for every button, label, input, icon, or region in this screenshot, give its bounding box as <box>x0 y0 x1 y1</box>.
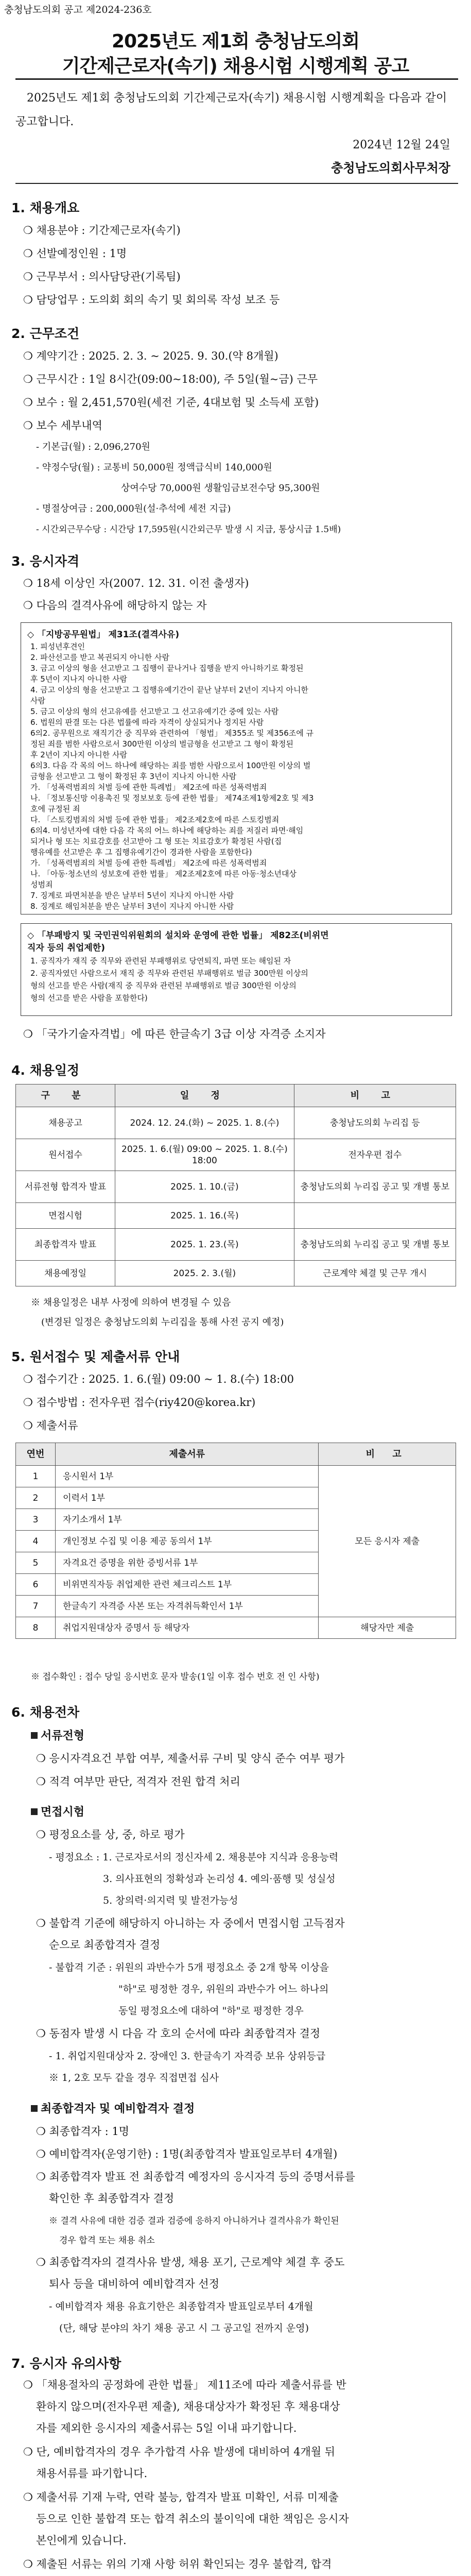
process-line: - 예비합격자 채용 유효기한은 최종합격자 발표일로부터 4개월 <box>49 2301 313 2312</box>
table-row <box>16 1466 456 1487</box>
process-line: ※ 결격 사유에 대한 검증 결과 검증에 응하지 아니하거나 결격사유가 확인된 <box>49 2216 339 2226</box>
pay-detail-line: - 명절상여금 : 200,000원(설·추석에 세전 지급) <box>36 503 231 514</box>
box-line: 형의 선고를 받은 사람(재직 중 직무와 관련된 부패행위로 벌금 300만원 이상의 <box>30 981 296 990</box>
section-heading-process: 6. 채용전차 <box>11 1705 80 1720</box>
pay-detail-line: - 약정수당(월) : 교통비 50,000원 정액급식비 140,000원 <box>36 462 272 473</box>
subheading-interview: 면접시험 <box>31 1803 84 1819</box>
notice-title-line1: 2025년도 제1회 충청남도의회 <box>111 31 360 52</box>
conditions-line: ❍ 보수 세부내역 <box>23 419 102 432</box>
box-line: 가. 「성폭력범죄의 처벌 등에 관한 특례법」 제2조에 따른 성폭력범죄 <box>30 783 267 792</box>
section-heading-eligibility: 3. 응시자격 <box>11 554 80 569</box>
box-line: 형의 선고를 받은 사람을 포함한다) <box>30 993 148 1003</box>
title-divider <box>15 78 458 80</box>
notes-line: 본인에게 있습니다. <box>36 2534 127 2547</box>
conditions-line: ❍ 계약기간 : 2025. 2. 3. ~ 2025. 9. 30.(약 8개월) <box>23 350 278 362</box>
table-row <box>16 1107 456 1139</box>
conditions-line: ❍ 근무시간 : 1일 8시간(09:00~18:00), 주 5일(월~금) 근무 <box>23 373 318 385</box>
application-line: ❍ 접수기간 : 2025. 1. 6.(월) 09:00 ~ 1. 8.(수) 18:00 <box>23 1373 294 1385</box>
process-line: ❍ 평정요소를 상, 중, 하로 평가 <box>36 1828 185 1841</box>
box-line: 3. 금고 이상의 형을 선고받고 그 집행이 끝나거나 집행을 받지 아니하기로 확정된 <box>30 664 304 673</box>
overview-line: ❍ 채용분야 : 기간제근로자(속기) <box>23 224 181 236</box>
table-header-row <box>16 1084 456 1107</box>
table-cell: 서류전형 합격자 발표 <box>16 1171 115 1203</box>
section-heading-schedule: 4. 채용일정 <box>11 1063 80 1078</box>
notes-line: 자를 제외한 응시자의 제출서류는 5일 이내 파기합니다. <box>36 2422 297 2434</box>
box-line: 금형을 선고받고 그 형이 확정된 후 3년이 지나지 아니한 사람 <box>30 772 237 781</box>
box-line: 사람 <box>30 696 45 705</box>
box-line: 2. 파산선고를 받고 복권되지 아니한 사람 <box>30 653 169 662</box>
notes-line: 채용서류를 파기합니다. <box>36 2467 148 2480</box>
table-cell: 응시원서 1부 <box>56 1466 319 1487</box>
box-line: 6의4. 미성년자에 대한 다음 각 목의 어느 하나에 해당하는 죄를 저질러 파면·해임 <box>30 826 304 835</box>
overview-line: ❍ 담당업무 : 도의회 회의 속기 및 회의록 작성 보조 등 <box>23 294 280 306</box>
table-header-cell: 구 분 <box>16 1084 115 1107</box>
table-cell: 원서접수 <box>16 1139 115 1171</box>
table-cell: 채용예정일 <box>16 1261 115 1286</box>
table-cell: 3 <box>16 1509 56 1531</box>
box-line: 후 5년이 지나지 아니한 사람 <box>30 674 128 684</box>
table-header-row <box>16 1443 456 1466</box>
table-row <box>16 1203 456 1229</box>
process-line: 순으로 최종합격자 결정 <box>49 1939 161 1951</box>
table-cell: 2025. 1. 16.(목) <box>115 1203 294 1229</box>
box-line: 2. 공직자였던 사람으로서 재직 중 직무와 관련된 부패행위로 벌금 300만원 이상의 <box>30 969 308 978</box>
header-divider <box>15 183 458 184</box>
table-header-cell: 연번 <box>16 1443 56 1466</box>
square-bullet-icon <box>31 1808 38 1815</box>
table-cell: 모든 응시자 제출 <box>319 1466 456 1617</box>
notice-number: 충청남도의회 공고 제2024-236호 <box>4 4 152 15</box>
process-line: 동일 평정요소에 대하여 "하"로 평정한 경우 <box>118 2005 304 2016</box>
box-line: 정된 죄를 범한 사람으로서 300만원 이상의 벌금형을 선고받고 그 형이 확정된 <box>30 739 294 749</box>
table-row <box>16 1139 456 1171</box>
box-line: 1. 피성년후견인 <box>30 642 85 651</box>
box-line: 5. 금고 이상의 형의 선고유예를 선고받고 그 선고유예기간 중에 있는 사람 <box>30 707 279 716</box>
application-line: ❍ 접수방법 : 전자우편 접수(riy420@korea.kr) <box>23 1396 256 1409</box>
box-title: 직자 등의 취업제한) <box>27 943 105 953</box>
box-line: 성범죄 <box>30 880 53 889</box>
process-line: ❍ 예비합격자(운영기한) : 1명(최종합격자 발표일로부터 4개월) <box>36 2148 338 2160</box>
box-title: ◇ 「지방공무원법」 제31조(결격사유) <box>27 630 180 640</box>
section-heading-overview: 1. 채용개요 <box>11 200 80 215</box>
box-line: 1. 공직자가 재직 중 직무와 관련된 부패행위로 당연퇴직, 파면 또는 해임된 자 <box>30 956 291 965</box>
process-line: 퇴사 등을 대비하여 예비합격자 선정 <box>49 2278 219 2290</box>
schedule-table <box>15 1084 456 1286</box>
notes-line: ❍ 「채용절차의 공정화에 관한 법률」 제11조에 따라 제출서류를 반 <box>23 2379 346 2391</box>
box-line: 호에 규정된 죄 <box>30 804 80 814</box>
box-line: 4. 금고 이상의 형을 선고받고 그 집행유예기간이 끝난 날부터 2년이 지나지 아니한 <box>30 685 308 694</box>
notes-line: ❍ 제출된 서류는 위의 기재 사항 허위 확인되는 경우 불합격, 합격 <box>23 2558 332 2570</box>
notice-title-line2: 기간제근로자(속기) 채용시험 시행계획 공고 <box>62 56 409 77</box>
box-title: ◇ 「부패방지 및 국민권익위원회의 설치와 운영에 관한 법률」 제82조(비위면 <box>27 930 329 941</box>
table-cell: 면접시험 <box>16 1203 115 1229</box>
process-line: ❍ 적격 여부만 판단, 적격자 전원 합격 처리 <box>36 1775 240 1788</box>
application-note: ※ 접수확인 : 접수 당일 응시번호 문자 발송(1일 이후 접수 번호 전 인 사항) <box>31 1672 320 1682</box>
section-heading-notes: 7. 응시자 유의사항 <box>11 2356 121 2371</box>
notes-line: ❍ 제출서류 기재 누락, 연락 불능, 합격자 발표 미확인, 서류 미제출 <box>23 2491 339 2503</box>
table-cell: 1 <box>16 1466 56 1487</box>
process-line: 경우 합격 또는 채용 취소 <box>59 2235 155 2246</box>
table-cell: 개인정보 수집 및 이용 제공 동의서 1부 <box>56 1531 319 1552</box>
eligibility-line: ❍ 「국가기술자격법」에 따른 한글속기 3급 이상 자격증 소지자 <box>23 1028 326 1040</box>
square-bullet-icon <box>31 1732 38 1739</box>
conditions-line: ❍ 보수 : 월 2,451,570원(세전 기준, 4대보험 및 소득세 포함) <box>23 396 319 409</box>
table-row <box>16 1229 456 1261</box>
process-line: - 평정요소 : 1. 근로자로서의 정신자세 2. 채용분야 지식과 응용능력 <box>49 1852 339 1863</box>
table-cell: 최종합격자 발표 <box>16 1229 115 1261</box>
process-line: ❍ 최종합격자 발표 전 최종합격 예정자의 응시자격 등의 증명서류를 <box>36 2171 355 2183</box>
table-header-cell: 제출서류 <box>56 1443 319 1466</box>
table-cell: 8 <box>16 1617 56 1639</box>
table-cell: 2024. 12. 24.(화) ~ 2025. 1. 8.(수) <box>115 1107 294 1139</box>
box-line: 되거나 형 또는 치료감호를 선고받아 그 형 또는 치료감호가 확정된 사람(집 <box>30 837 282 846</box>
section-heading-conditions: 2. 근무조건 <box>11 326 80 341</box>
table-cell: 7 <box>16 1596 56 1617</box>
process-line: 5. 창의력·의지력 및 발전가능성 <box>103 1895 238 1906</box>
table-header-cell: 일 정 <box>115 1084 294 1107</box>
issuer-name: 충청남도의회사무처장 <box>331 160 450 175</box>
process-line: (단, 해당 분야의 차기 채용 공고 시 그 공고일 전까지 운영) <box>59 2323 309 2334</box>
notes-line: 환하지 않으며(전자우편 제출), 채용대상자가 확정된 후 채용대상 <box>36 2400 340 2413</box>
section-heading-application: 5. 원서접수 및 제출서류 안내 <box>11 1349 180 1364</box>
process-line: ❍ 동점자 발생 시 다음 각 호의 순서에 따라 최종합격자 결정 <box>36 2027 321 2040</box>
table-header-cell: 비 고 <box>294 1084 456 1107</box>
table-cell: 한글속기 자격증 사본 또는 자격취득확인서 1부 <box>56 1596 319 1617</box>
table-cell: 6 <box>16 1574 56 1596</box>
process-line: ❍ 최종합격자 : 1명 <box>36 2125 130 2138</box>
schedule-note: ※ 채용일정은 내부 사정에 의하여 변경될 수 있음 <box>31 1297 231 1308</box>
pay-detail-line: - 시간외근무수당 : 시간당 17,595원(시간외근무 발생 시 지급, 통상시급 1.5배) <box>36 524 341 535</box>
box-line: 행유예를 선고받은 후 그 집행유예기간이 경과한 사람을 포함한다) <box>30 848 252 857</box>
table-cell: 2025. 1. 6.(월) 09:00 ~ 2025. 1. 8.(수) 18:00 <box>115 1139 294 1171</box>
process-line: ❍ 최종합격자의 결격사유 발생, 채용 포기, 근로계약 체결 후 중도 <box>36 2256 345 2268</box>
anticorruption-box <box>21 923 452 1016</box>
table-cell: 4 <box>16 1531 56 1552</box>
square-bullet-icon <box>31 2105 38 2112</box>
eligibility-line: ❍ 18세 이상인 자(2007. 12. 31. 이전 출생자) <box>23 577 249 589</box>
table-cell: 충청남도의회 누리집 등 <box>294 1107 456 1139</box>
table-cell: 5 <box>16 1552 56 1574</box>
table-cell: 자기소개서 1부 <box>56 1509 319 1531</box>
box-line: 가. 「성폭력범죄의 처벌 등에 관한 특례법」 제2조에 따른 성폭력범죄 <box>30 858 267 868</box>
table-cell: 2 <box>16 1487 56 1509</box>
table-cell: 해당자만 제출 <box>319 1617 456 1639</box>
box-line: 7. 징계로 파면처분을 받은 날부터 5년이 지나지 아니한 사람 <box>30 891 234 900</box>
table-cell: 자격요건 증명을 위한 증빙서류 1부 <box>56 1552 319 1574</box>
eligibility-line: ❍ 다음의 결격사유에 해당하지 않는 자 <box>23 599 207 612</box>
table-row <box>16 1617 456 1639</box>
table-row <box>16 1261 456 1286</box>
schedule-note: (변경된 일정은 충청남도의회 누리집을 통해 사전 공지 예정) <box>41 1317 284 1328</box>
subheading-document-screening: 서류전형 <box>31 1727 84 1743</box>
box-line: 후 2년이 지나지 아니한 사람 <box>30 750 128 759</box>
table-cell: 충청남도의회 누리집 공고 및 개별 통보 <box>294 1229 456 1261</box>
table-cell: 취업지원대상자 증명서 등 해당자 <box>56 1617 319 1639</box>
disqualification-box <box>21 622 452 914</box>
table-cell: 2025. 1. 10.(금) <box>115 1171 294 1203</box>
box-line: 다. 「스토킹범죄의 처벌 등에 관한 법률」 제2조제2호에 따른 스토킹범죄 <box>30 815 280 824</box>
table-cell: 채용공고 <box>16 1107 115 1139</box>
overview-line: ❍ 선발예정인원 : 1명 <box>23 247 127 260</box>
box-line: 8. 징계로 해임처분을 받은 날부터 3년이 지나지 아니한 사람 <box>30 902 234 911</box>
documents-table <box>15 1443 456 1639</box>
table-cell: 전자우편 접수 <box>294 1139 456 1171</box>
process-line: - 불합격 기준 : 위원의 과반수가 5개 평정요소 중 2개 항목 이상을 <box>49 1962 329 1973</box>
table-cell: 2025. 2. 3.(월) <box>115 1261 294 1286</box>
process-line: "하"로 평정한 경우, 위원의 과반수가 어느 하나의 <box>118 1984 329 1995</box>
notes-line: ❍ 단, 예비합격자의 경우 추가합격 사유 발생에 대비하여 4개월 뒤 <box>23 2446 336 2458</box>
table-header-cell: 비 고 <box>319 1443 456 1466</box>
box-line: 6의2. 공무원으로 재직기간 중 직무와 관련하여 「형법」 제355조 및 제356조에 규 <box>30 728 314 738</box>
notes-line: 등으로 인한 불합격 또는 합격 취소의 불이익에 대한 책임은 응시자 <box>36 2513 349 2525</box>
pay-detail-line: 상여수당 70,000원 생활임금보전수당 95,300원 <box>121 483 320 494</box>
table-cell <box>294 1203 456 1229</box>
box-line: 6의3. 다음 각 목의 어느 하나에 해당하는 죄를 범한 사람으로서 100만원 이상의 벌 <box>30 761 311 770</box>
process-line: 3. 의사표현의 정확성과 논리성 4. 예의·품행 및 성실성 <box>103 1873 336 1885</box>
overview-line: ❍ 근무부서 : 의사담당관(기록팀) <box>23 270 181 283</box>
pay-detail-line: - 기본급(월) : 2,096,270원 <box>36 442 150 452</box>
intro-paragraph: 2025년도 제1회 충청남도의회 기간제근로자(속기) 채용시험 시행계획을 다음과 같이 공고합니다. <box>15 92 447 128</box>
box-line: 나. 「아동·청소년의 성보호에 관한 법률」 제2조제2호에 따른 아동·청소년대상 <box>30 869 296 878</box>
box-line: 6. 법원의 판결 또는 다른 법률에 따라 자격이 상실되거나 정지된 사람 <box>30 718 264 727</box>
table-cell: 비위면직자등 취업제한 관련 체크리스트 1부 <box>56 1574 319 1596</box>
notice-date: 2024년 12월 24일 <box>353 139 450 151</box>
table-cell: 근로계약 체결 및 근무 개시 <box>294 1261 456 1286</box>
table-cell: 이력서 1부 <box>56 1487 319 1509</box>
process-line: ❍ 응시자격요건 부합 여부, 제출서류 구비 및 양식 준수 여부 평가 <box>36 1752 345 1765</box>
process-line: ※ 1, 2호 모두 같을 경우 직접면접 심사 <box>49 2072 219 2083</box>
subheading-final-selection: 최종합격자 및 예비합격자 결정 <box>31 2100 195 2116</box>
table-cell: 충청남도의회 누리집 공고 및 개별 통보 <box>294 1171 456 1203</box>
box-line: 나. 「정보통신망 이용촉진 및 정보보호 등에 관한 법률」 제74조제1항제2호 및 제3 <box>30 793 314 803</box>
process-line: - 1. 취업지원대상자 2. 장애인 3. 한글속기 자격증 보유 상위등급 <box>49 2050 326 2062</box>
application-line: ❍ 제출서류 <box>23 1419 78 1432</box>
process-line: 확인한 후 최종합격자 결정 <box>49 2192 175 2205</box>
table-cell: 2025. 1. 23.(목) <box>115 1229 294 1261</box>
process-line: ❍ 불합격 기준에 해당하지 아니하는 자 중에서 면접시험 고득점자 <box>36 1917 345 1929</box>
table-row <box>16 1171 456 1203</box>
